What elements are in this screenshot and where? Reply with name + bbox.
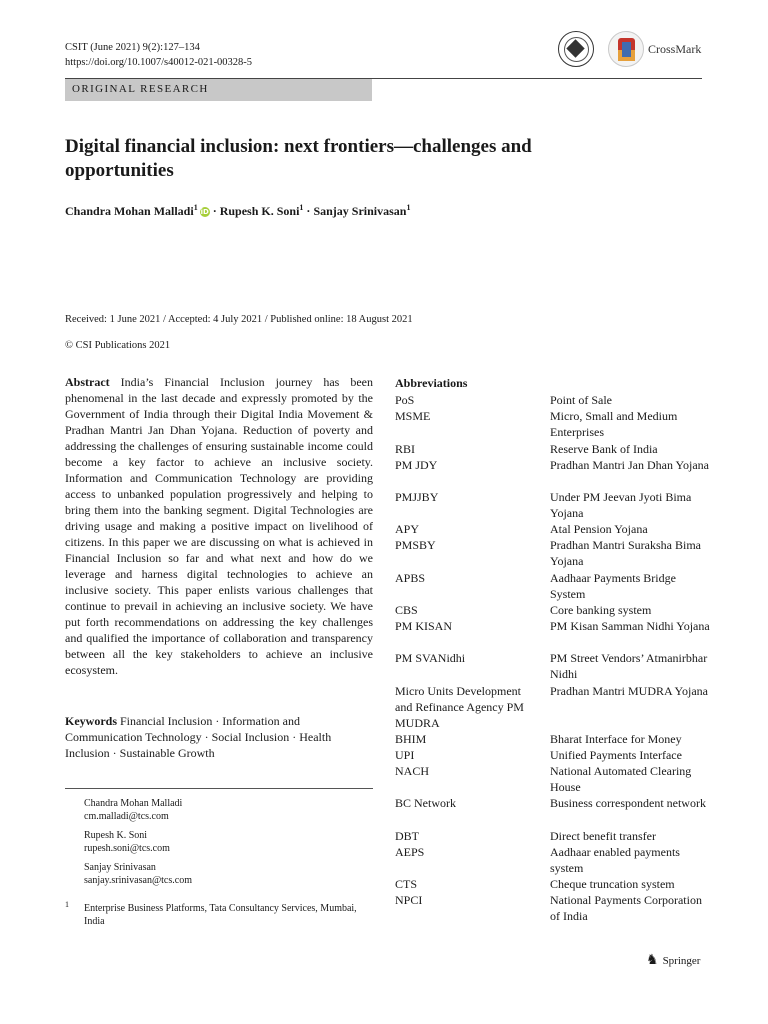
abbreviation-definition: Pradhan Mantri Suraksha Bima Yojana: [550, 538, 701, 568]
footnote-rule: [65, 788, 373, 789]
crossmark-icon: [608, 31, 644, 67]
abbreviation-term: NACH: [395, 764, 430, 778]
abbreviation-term: CBS: [395, 603, 418, 617]
abbreviation-term: NPCI: [395, 893, 423, 907]
journal-reference: [65, 40, 252, 70]
author-separator: ·: [209, 204, 220, 218]
abbreviation-definition: Under PM Jeevan Jyoti Bima Yojana: [550, 490, 692, 520]
orcid-icon[interactable]: iD: [200, 208, 209, 217]
abbreviation-definition: Atal Pension Yojana: [550, 522, 648, 536]
abbreviation-term: MSME: [395, 409, 431, 423]
contact-name: Rupesh K. Soni: [84, 830, 148, 841]
abbreviation-term: APBS: [395, 571, 426, 585]
abbreviation-term: BHIM: [395, 732, 427, 746]
society-seal-icon: [558, 31, 594, 67]
abbreviation-definition: National Payments Corporation of India: [550, 893, 702, 923]
abbreviation-definition: PM Kisan Samman Nidhi Yojana: [550, 619, 710, 633]
keywords-label: Keywords: [65, 714, 117, 728]
abbreviation-term: PMJJBY: [395, 490, 439, 504]
header-logos: [558, 30, 701, 68]
journal-citation: CSIT (June 2021) 9(2):127–134: [65, 42, 200, 53]
affiliation-number: 1: [65, 900, 69, 909]
author-name[interactable]: Sanjay Srinivasan: [313, 204, 407, 218]
abstract: [65, 374, 373, 678]
abbreviation-term: PM JDY: [395, 458, 438, 472]
copyright: © CSI Publications 2021: [65, 340, 171, 351]
abbreviation-definition: Business correspondent network: [550, 796, 706, 810]
author-affiliation: 1: [406, 203, 411, 212]
abbreviation-term: PoS: [395, 393, 415, 407]
publisher-name: Springer: [662, 954, 701, 967]
contact-name: Sanjay Srinivasan: [84, 862, 156, 873]
abbreviation-definition: PM Street Vendors’ Atmanirbhar Nidhi: [550, 651, 708, 681]
abbreviation-term: UPI: [395, 748, 415, 762]
abbreviation-term: RBI: [395, 442, 416, 456]
affiliation-text: Enterprise Business Platforms, Tata Consultancy Services, Mumbai, India: [84, 903, 357, 927]
abstract-text: India’s Financial Inclusion journey has been phenomenal in the last decade and expressly promoted by the Government of India through their Digital India Movement & Pradhan Mantri Jan Dhan Yojana. Reduction of poverty and addressing the challenges of ensuring sustainable income could become a key factor to achieve an inclusive society. Information and Communication Technology are providing access to unbanked population progressively and helping to bring them into the banking segment. Digital Technologies are driving usage and making a positive impact on livelihood of citizens. In this paper we are discussing on what is achieved in Financial Inclusion so far and what next and how do we leverage and harness digital technologies to achieve an inclusive society. This paper enlists various challenges that continue to prevail in achieving an inclusive society. We have put forth recommendations on addressing the key challenges and qualified the importance of collaboration and transparency between all the key stakeholders to achieve an inclusive ecosystem.: [65, 375, 374, 677]
author-name[interactable]: Chandra Mohan Malladi: [65, 204, 194, 218]
author-contact: [84, 861, 192, 887]
abbreviation-definition: Direct benefit transfer: [550, 829, 656, 843]
abstract-label: Abstract: [65, 375, 110, 389]
crossmark-label: CrossMark: [648, 41, 702, 56]
contact-email[interactable]: sanjay.srinivasan@tcs.com: [84, 875, 192, 886]
author-affiliation: 1: [193, 203, 198, 212]
abbreviation-term: DBT: [395, 829, 419, 843]
abbreviation-term: AEPS: [395, 845, 425, 859]
contact-name: Chandra Mohan Malladi: [84, 798, 183, 809]
doi-link[interactable]: https://doi.org/10.1007/s40012-021-00328-5: [65, 57, 253, 68]
abbreviation-definition: Pradhan Mantri Jan Dhan Yojana: [550, 458, 709, 472]
abbreviation-definition: Unified Payments Interface: [550, 748, 682, 762]
abbreviation-term: PMSBY: [395, 538, 436, 552]
abbreviation-definition: Cheque truncation system: [550, 877, 675, 891]
keywords: [65, 713, 373, 761]
author-contact: [84, 829, 170, 855]
abbreviation-definition: National Automated Clearing House: [550, 764, 692, 794]
author-contact: [84, 797, 182, 823]
abbreviation-definition: Reserve Bank of India: [550, 442, 658, 456]
abbreviation-definition: Micro, Small and Medium Enterprises: [550, 409, 678, 439]
contact-email[interactable]: cm.malladi@tcs.com: [84, 811, 169, 822]
abbreviation-term: BC Network: [395, 796, 456, 810]
author-separator: ·: [303, 204, 314, 218]
abbreviation-term: Micro Units Development and Refinance Agency PM MUDRA: [395, 684, 524, 730]
contact-email[interactable]: rupesh.soni@tcs.com: [84, 843, 170, 854]
keywords-text: Financial Inclusion · Information and Communication Technology · Social Inclusion · Health Inclusion · Sustainable Growth: [65, 714, 332, 760]
section-label: ORIGINAL RESEARCH: [72, 83, 209, 95]
paper-title: Digital financial inclusion: next frontiers—challenges and opportunities: [65, 136, 532, 181]
abbreviation-definition: Point of Sale: [550, 393, 612, 407]
abbreviation-definition: Aadhaar Payments Bridge System: [550, 571, 676, 601]
publisher-logo: [646, 952, 700, 969]
abbreviation-definition: Bharat Interface for Money: [550, 732, 682, 746]
abbreviation-definition: Core banking system: [550, 603, 652, 617]
abbreviation-term: PM KISAN: [395, 619, 453, 633]
publication-dates: Received: 1 June 2021 / Accepted: 4 July 2021 / Published online: 18 August 2021: [65, 314, 413, 325]
abbreviation-term: APY: [395, 522, 420, 536]
abbreviation-term: PM SVANidhi: [395, 651, 466, 665]
abbreviations-heading: Abbreviations: [395, 376, 468, 390]
section-banner: [65, 79, 372, 101]
author-list: [65, 203, 410, 219]
crossmark-badge[interactable]: [608, 31, 701, 67]
springer-horse-icon: ♞: [646, 953, 659, 968]
author-name[interactable]: Rupesh K. Soni: [219, 204, 300, 218]
abbreviation-term: CTS: [395, 877, 418, 891]
author-affiliation: 1: [299, 203, 304, 212]
abbreviation-definition: Pradhan Mantri MUDRA Yojana: [550, 684, 708, 698]
abbreviation-definition: Aadhaar enabled payments system: [550, 845, 680, 875]
